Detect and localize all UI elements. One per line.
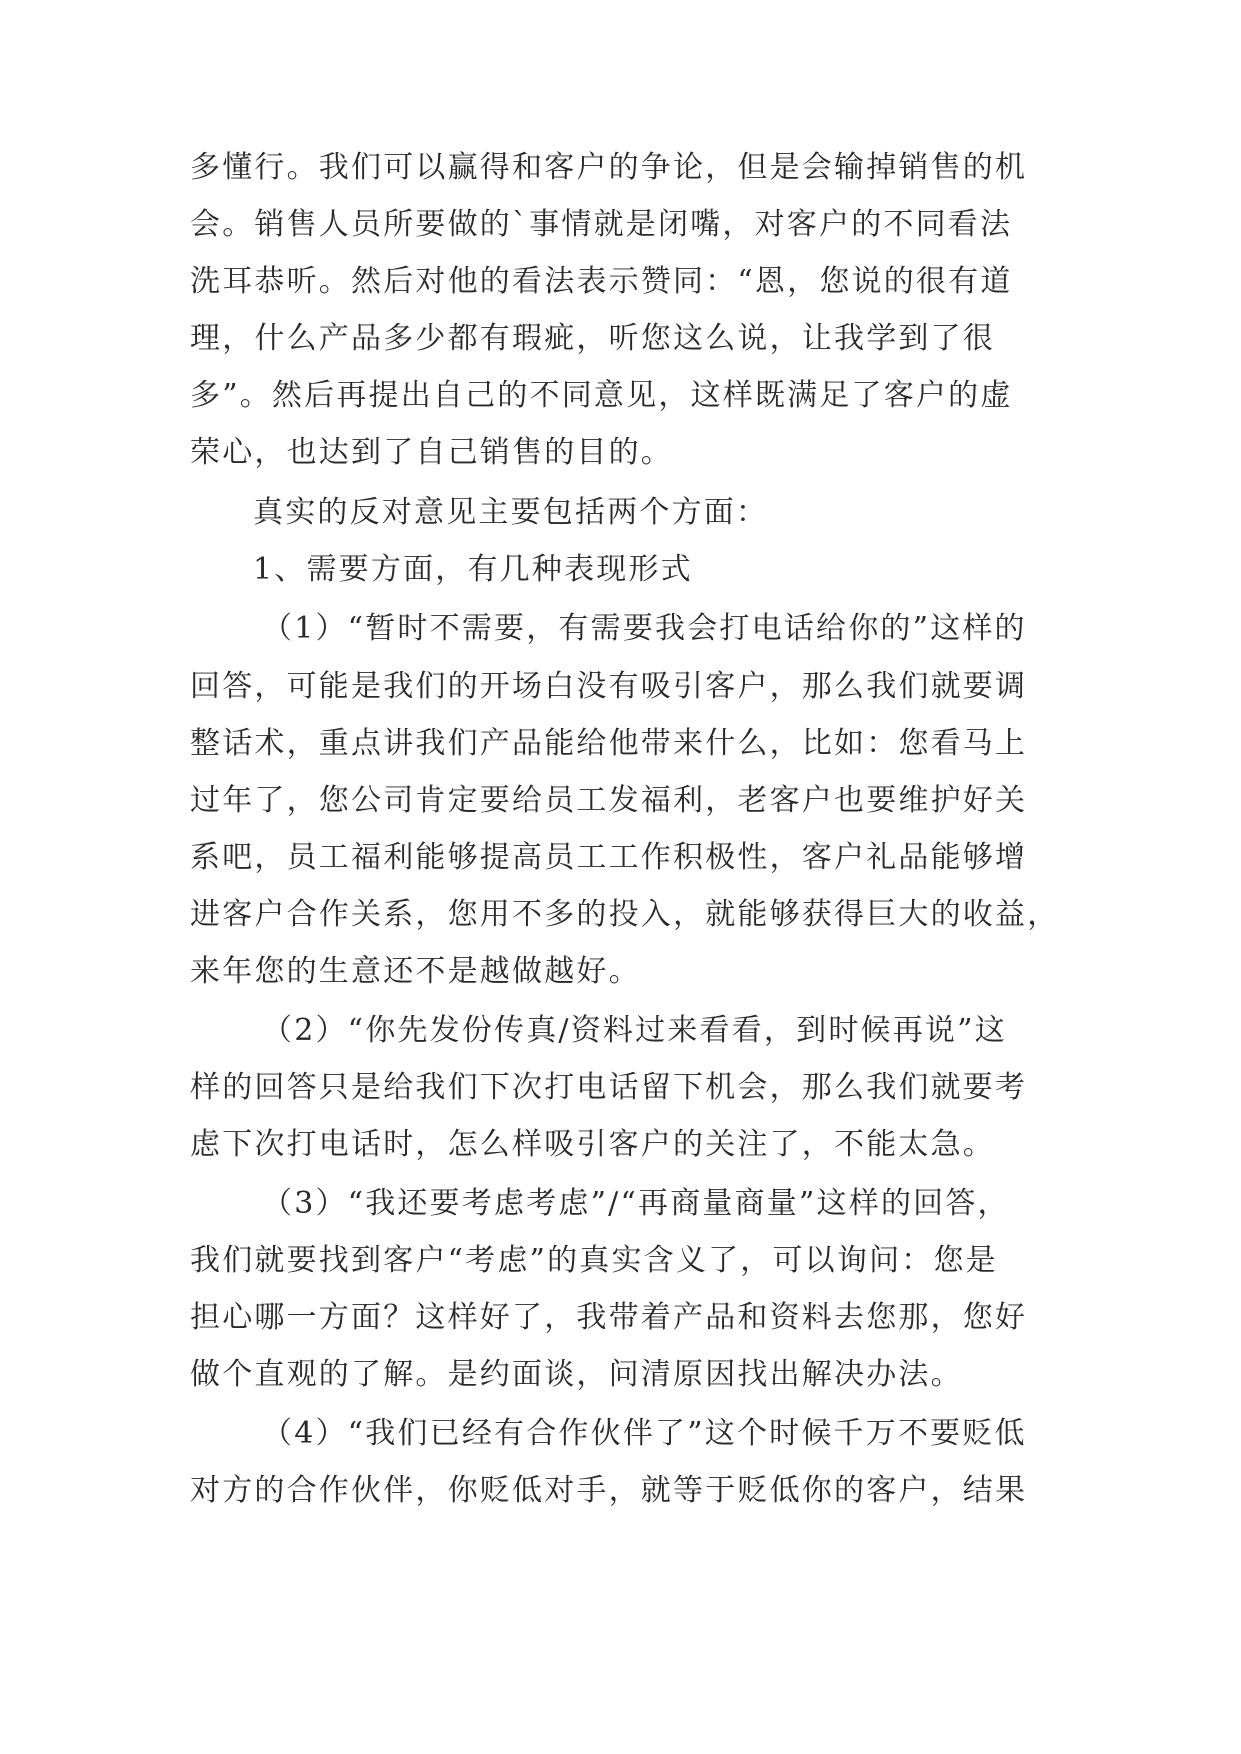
text-line: （2）“你先发份传真/资料过来看看，到时候再说”这 — [262, 1013, 1007, 1048]
text-line: 样的回答只是给我们下次打电话留下机会，那么我们就要考 — [190, 1070, 1028, 1105]
text-line: 回答，可能是我们的开场白没有吸引客户，那么我们就要调 — [190, 669, 1028, 704]
text-line: 多”。然后再提出自己的不同意见，这样既满足了客户的虚 — [190, 378, 1013, 413]
text-line: 洗耳恭听。然后对他的看法表示赞同：“恩，您说的很有道 — [190, 264, 1013, 299]
text-line: 整话术，重点讲我们产品能给他带来什么，比如：您看马上 — [190, 726, 1028, 761]
text-line: 会。销售人员所要做的`事情就是闭嘴，对客户的不同看法 — [190, 207, 1013, 242]
text-line: 做个直观的了解。是约面谈，问清原因找出解决办法。 — [190, 1357, 963, 1392]
text-line: 理，什么产品多少都有瑕疵，听您这么说，让我学到了很 — [190, 321, 995, 356]
text-line: 系吧，员工福利能够提高员工工作积极性，客户礼品能够增 — [190, 840, 1028, 875]
section-heading: 真实的反对意见主要包括两个方面： — [253, 495, 769, 530]
text-line: 过年了，您公司肯定要给员工发福利，老客户也要维护好关 — [190, 783, 1028, 818]
text-line: 虑下次打电话时，怎么样吸引客户的关注了，不能太急。 — [190, 1127, 995, 1162]
text-line: （1）“暂时不需要，有需要我会打电话给你的”这样的 — [262, 611, 1027, 646]
text-line: 多懂行。我们可以赢得和客户的争论，但是会输掉销售的机 — [190, 150, 1028, 185]
subsection-heading: 1、需要方面，有几种表现形式 — [253, 552, 693, 587]
text-line: 来年您的生意还不是越做越好。 — [190, 954, 641, 989]
text-line: 进客户合作关系，您用不多的投入，就能够获得巨大的收益， — [190, 897, 1060, 932]
text-line: （3）“我还要考虑考虑”/“再商量商量”这样的回答， — [262, 1186, 1010, 1221]
text-line: （4）“我们已经有合作伙伴了”这个时候千万不要贬低 — [262, 1416, 1027, 1451]
text-line: 对方的合作伙伴，你贬低对手，就等于贬低你的客户，结果 — [190, 1473, 1028, 1508]
text-line: 荣心，也达到了自己销售的目的。 — [190, 435, 673, 470]
text-line: 担心哪一方面？这样好了，我带着产品和资料去您那，您好 — [190, 1300, 1028, 1335]
text-line: 我们就要找到客户“考虑”的真实含义了，可以询问：您是 — [190, 1243, 998, 1278]
